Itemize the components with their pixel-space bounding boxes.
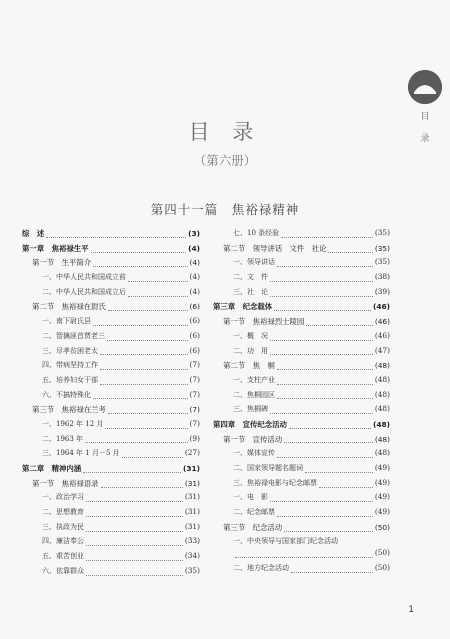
toc-entry-title: 第三节 纪念活动 xyxy=(223,522,283,532)
toc-entry-title: 第一节 生平简介 xyxy=(32,258,92,268)
toc-entry-title: 第一节 宣传活动 xyxy=(223,434,283,444)
toc-entry[interactable] xyxy=(22,390,200,405)
toc-entry[interactable] xyxy=(213,463,390,478)
toc-entry-title: 第二章 精神内涵 xyxy=(22,464,82,473)
toc-entry-page: (35) xyxy=(374,257,390,267)
dot-leader xyxy=(270,501,373,502)
toc-entry[interactable] xyxy=(213,448,390,463)
toc-entry[interactable] xyxy=(22,287,200,302)
toc-entry[interactable] xyxy=(213,507,390,522)
toc-entry-title: 第一节 焦裕禄语录 xyxy=(32,478,99,488)
toc-entry-title: 二、智擒匪首贾老三 xyxy=(42,331,105,340)
dot-leader xyxy=(291,572,373,573)
toc-entry-title: 一、南下尉氏县 xyxy=(42,317,91,326)
toc-entry[interactable] xyxy=(22,243,200,258)
toc-entry-page: (35) xyxy=(374,228,390,237)
toc-entry[interactable] xyxy=(22,478,200,493)
page-title: 目 录 xyxy=(188,120,262,144)
toc-entry-title: 一、电 影 xyxy=(233,493,268,502)
toc-entry[interactable] xyxy=(22,448,200,463)
dot-leader xyxy=(91,252,187,253)
dot-leader xyxy=(93,266,187,267)
toc-entry-page: (3) xyxy=(188,229,200,238)
dot-leader xyxy=(281,237,373,238)
toc-entry[interactable] xyxy=(213,331,390,346)
dot-leader xyxy=(93,398,188,399)
toc-entry-title: 二、功 用 xyxy=(233,346,268,355)
dot-leader xyxy=(86,575,183,576)
toc-entry-page: (33) xyxy=(184,536,200,546)
dot-leader xyxy=(86,501,183,502)
toc-entry-page: (47) xyxy=(374,345,390,355)
toc-entry-page: (48) xyxy=(374,374,390,384)
dot-leader xyxy=(274,310,371,311)
toc-entry[interactable] xyxy=(213,404,390,419)
toc-entry-page: (48) xyxy=(374,389,390,399)
toc-entry-page: (7) xyxy=(189,389,200,399)
toc-entry-title: 二、纪念邮票 xyxy=(233,508,275,517)
dot-leader xyxy=(306,325,373,326)
toc-entry-title: 二、文 件 xyxy=(233,273,268,282)
dot-leader xyxy=(85,442,187,443)
toc-entry-title: 一、中央领导与国家部门纪念活动 xyxy=(233,537,338,546)
dot-leader xyxy=(105,428,187,429)
dot-leader xyxy=(284,442,373,443)
toc-entry-page: (34) xyxy=(184,551,200,561)
side-label-bottom: 录 xyxy=(420,134,430,144)
dot-leader xyxy=(93,325,188,326)
toc-entry-title: 五、艰苦创业 xyxy=(42,552,84,561)
toc-entry-page: (50) xyxy=(374,548,390,558)
toc-entry-title: 七、10 条经验 xyxy=(233,229,280,237)
dot-leader xyxy=(284,531,373,532)
toc-entry-page: (7) xyxy=(189,360,200,370)
toc-entry-title: 一、1962 年 12 月 xyxy=(42,419,104,428)
dot-leader xyxy=(100,354,188,355)
toc-entry-page: (7) xyxy=(189,405,200,415)
toc-entry-page: (39) xyxy=(374,286,390,296)
toc-entry-page: (31) xyxy=(184,507,200,517)
toc-entry-page: (31) xyxy=(184,521,200,531)
page-number: 1 xyxy=(408,605,414,615)
toc-entry[interactable] xyxy=(213,548,390,563)
toc-entry-title: 一、领导讲话 xyxy=(233,258,275,267)
dot-leader xyxy=(270,296,373,297)
toc-entry-page: (4) xyxy=(188,243,200,253)
toc-entry-page: (4) xyxy=(189,272,200,282)
toc-entry-title: 第三章 纪念载体 xyxy=(213,302,273,312)
toc-entry-title: 三、尽孝贫困老太 xyxy=(42,346,98,355)
toc-entry-page: (27) xyxy=(184,448,200,458)
dot-leader xyxy=(277,398,373,399)
toc-entry-page: (31) xyxy=(184,478,200,488)
toc-entry-page: (35) xyxy=(374,243,390,253)
toc-entry[interactable] xyxy=(22,566,200,581)
toc-entry-title: 综 述 xyxy=(22,229,45,238)
toc-entry[interactable] xyxy=(213,390,390,405)
toc-entry-page: (46) xyxy=(374,330,390,340)
dot-leader xyxy=(86,560,183,561)
toc-entry-title: 二、地方纪念活动 xyxy=(233,564,289,573)
dot-leader xyxy=(100,384,188,385)
toc-entry-page: (4) xyxy=(189,258,200,268)
toc-entry-page: (6) xyxy=(189,345,200,355)
toc-entry-title: 第三节 焦裕禄在兰考 xyxy=(32,405,106,415)
toc-entry-title: 一、中华人民共和国成立前 xyxy=(42,273,126,282)
toc-left-column xyxy=(22,228,200,581)
toc-entry[interactable] xyxy=(213,243,390,258)
toc-entry[interactable] xyxy=(22,316,200,331)
dot-leader xyxy=(277,369,373,370)
dot-leader xyxy=(86,516,183,517)
toc-entry-page: (9) xyxy=(189,433,200,443)
dot-leader xyxy=(277,457,373,458)
toc-entry[interactable] xyxy=(22,360,200,375)
toc-entry-page: (49) xyxy=(374,507,390,517)
toc-entry-title: 一、概 况 xyxy=(233,331,268,340)
dot-leader xyxy=(46,237,186,238)
toc-entry[interactable] xyxy=(22,272,200,287)
toc-entry-page: (48) xyxy=(374,361,390,371)
toc-entry-title: 四、廉洁奉公 xyxy=(42,537,84,546)
toc-entry-title: 第一章 焦裕禄生平 xyxy=(22,243,89,253)
toc-entry-page: (6) xyxy=(189,316,200,326)
toc-entry[interactable] xyxy=(22,404,200,419)
dot-leader xyxy=(328,252,372,253)
dot-leader xyxy=(270,340,373,341)
toc-entry-page: (50) xyxy=(374,522,390,532)
dot-leader xyxy=(107,340,188,341)
toc-entry[interactable] xyxy=(22,346,200,361)
toc-entry[interactable] xyxy=(213,563,390,578)
part-title: 第四十一篇 焦裕禄精神 xyxy=(150,202,300,217)
toc-entry-page: (50) xyxy=(374,563,390,573)
dot-leader xyxy=(270,281,373,282)
toc-entry[interactable] xyxy=(22,522,200,537)
dot-leader xyxy=(122,457,183,458)
toc-entry-title: 三、1964 年 1 月－5 月 xyxy=(42,449,120,458)
toc-entry[interactable] xyxy=(213,375,390,390)
volume-subtitle: （第六册） xyxy=(193,153,257,168)
dot-leader xyxy=(108,310,188,311)
toc-entry-page: (31) xyxy=(184,492,200,502)
toc-entry-title: 第二节 领导讲话 文件 社论 xyxy=(223,243,327,253)
toc-entry[interactable] xyxy=(213,536,390,548)
dot-leader xyxy=(277,516,373,517)
dot-leader xyxy=(270,354,373,355)
dot-leader xyxy=(128,281,188,282)
toc-entry-page: (48) xyxy=(374,448,390,458)
toc-entry[interactable] xyxy=(213,287,390,302)
toc-entry-title: 三、焦裕禄电影与纪念邮票 xyxy=(233,478,317,487)
toc-entry-title: 二、思想教育 xyxy=(42,508,84,517)
dot-leader xyxy=(101,487,183,488)
toc-entry-title: 二、国家领导题名题词 xyxy=(233,464,303,472)
toc-entry[interactable] xyxy=(213,316,390,331)
toc-entry-page: (48) xyxy=(374,434,390,444)
toc-entry-title: 四、带病坚持工作 xyxy=(42,361,98,370)
logo-icon xyxy=(408,70,442,104)
toc-entry[interactable] xyxy=(22,419,200,434)
toc-entry-title: 六、依靠群众 xyxy=(42,566,84,575)
dot-leader xyxy=(289,428,371,429)
toc-entry-title: 一、媒体宣传 xyxy=(233,449,275,458)
toc-entry[interactable] xyxy=(22,228,200,243)
toc-entry[interactable] xyxy=(213,360,390,375)
dot-leader xyxy=(235,557,373,558)
toc-entry[interactable] xyxy=(213,522,390,537)
toc-entry-page: (35) xyxy=(184,565,200,575)
toc-entry-title: 三、社 论 xyxy=(233,287,268,296)
side-label-top: 目 xyxy=(420,112,430,122)
toc-entry[interactable] xyxy=(22,492,200,507)
toc-entry[interactable] xyxy=(22,536,200,551)
toc-entry-page: (38) xyxy=(374,272,390,282)
toc-entry-page: (49) xyxy=(374,492,390,502)
dot-leader xyxy=(305,472,373,473)
toc-entry[interactable] xyxy=(22,507,200,522)
toc-entry[interactable] xyxy=(22,463,200,478)
toc-entry[interactable] xyxy=(213,228,390,243)
toc-entry-title: 二、焦桐园区 xyxy=(233,390,275,399)
toc-entry[interactable] xyxy=(22,375,200,390)
toc-entry[interactable] xyxy=(213,492,390,507)
toc-entry[interactable] xyxy=(213,257,390,272)
toc-entry-page: (48) xyxy=(372,419,390,429)
dot-leader xyxy=(277,266,373,267)
toc-entry-page: (31) xyxy=(182,464,200,473)
dot-leader xyxy=(319,487,373,488)
dot-leader xyxy=(128,296,188,297)
toc-entry-page: (6) xyxy=(189,330,200,340)
dot-leader xyxy=(86,531,183,532)
toc-right-column xyxy=(213,228,390,578)
toc-entry-page: (49) xyxy=(374,477,390,487)
toc-entry[interactable] xyxy=(22,257,200,272)
toc-entry-title: 三、执政为民 xyxy=(42,522,84,531)
toc-entry[interactable] xyxy=(213,419,390,434)
toc-entry-page: (4) xyxy=(189,286,200,296)
toc-entry-title: 第四章 宣传纪念活动 xyxy=(213,419,287,429)
toc-entry[interactable] xyxy=(22,301,200,316)
toc-entry-page: (7) xyxy=(189,418,200,428)
toc-entry[interactable] xyxy=(213,434,390,449)
toc-entry[interactable] xyxy=(213,301,390,316)
toc-entry-page: (7) xyxy=(189,374,200,384)
toc-entry-title: 一、支柱产业 xyxy=(233,375,275,384)
toc-entry[interactable] xyxy=(22,434,200,449)
dot-leader xyxy=(100,369,188,370)
toc-entry[interactable] xyxy=(213,272,390,287)
toc-entry-page: (6) xyxy=(189,302,200,312)
toc-entry[interactable] xyxy=(22,551,200,566)
dot-leader xyxy=(270,413,373,414)
toc-entry-title: 五、培养妇女干部 xyxy=(42,375,98,384)
toc-entry[interactable] xyxy=(213,478,390,493)
toc-entry-page: (46) xyxy=(374,317,390,327)
dot-leader xyxy=(277,384,373,385)
dot-leader xyxy=(83,472,181,473)
dot-leader xyxy=(108,413,188,414)
toc-entry-title: 一、政治学习 xyxy=(42,493,84,502)
toc-entry[interactable] xyxy=(22,331,200,346)
toc-entry-title: 第二节 焦裕禄在尉氏 xyxy=(32,302,106,312)
toc-entry-title: 二、1963 年 xyxy=(42,434,84,443)
toc-entry-title: 第二节 焦 桐 xyxy=(223,361,275,371)
dot-leader xyxy=(86,545,183,546)
toc-entry-page: (48) xyxy=(374,404,390,414)
toc-entry[interactable] xyxy=(213,346,390,361)
toc-entry-page: (49) xyxy=(374,463,390,472)
toc-entry-title: 六、不搞特殊化 xyxy=(42,390,91,399)
toc-entry-title: 第一节 焦裕禄烈士陵园 xyxy=(223,317,305,327)
toc-entry-title: 二、中华人民共和国成立后 xyxy=(42,287,126,296)
toc-entry-page: (46) xyxy=(372,302,390,312)
toc-entry-title: 三、焦桐碑 xyxy=(233,405,268,414)
